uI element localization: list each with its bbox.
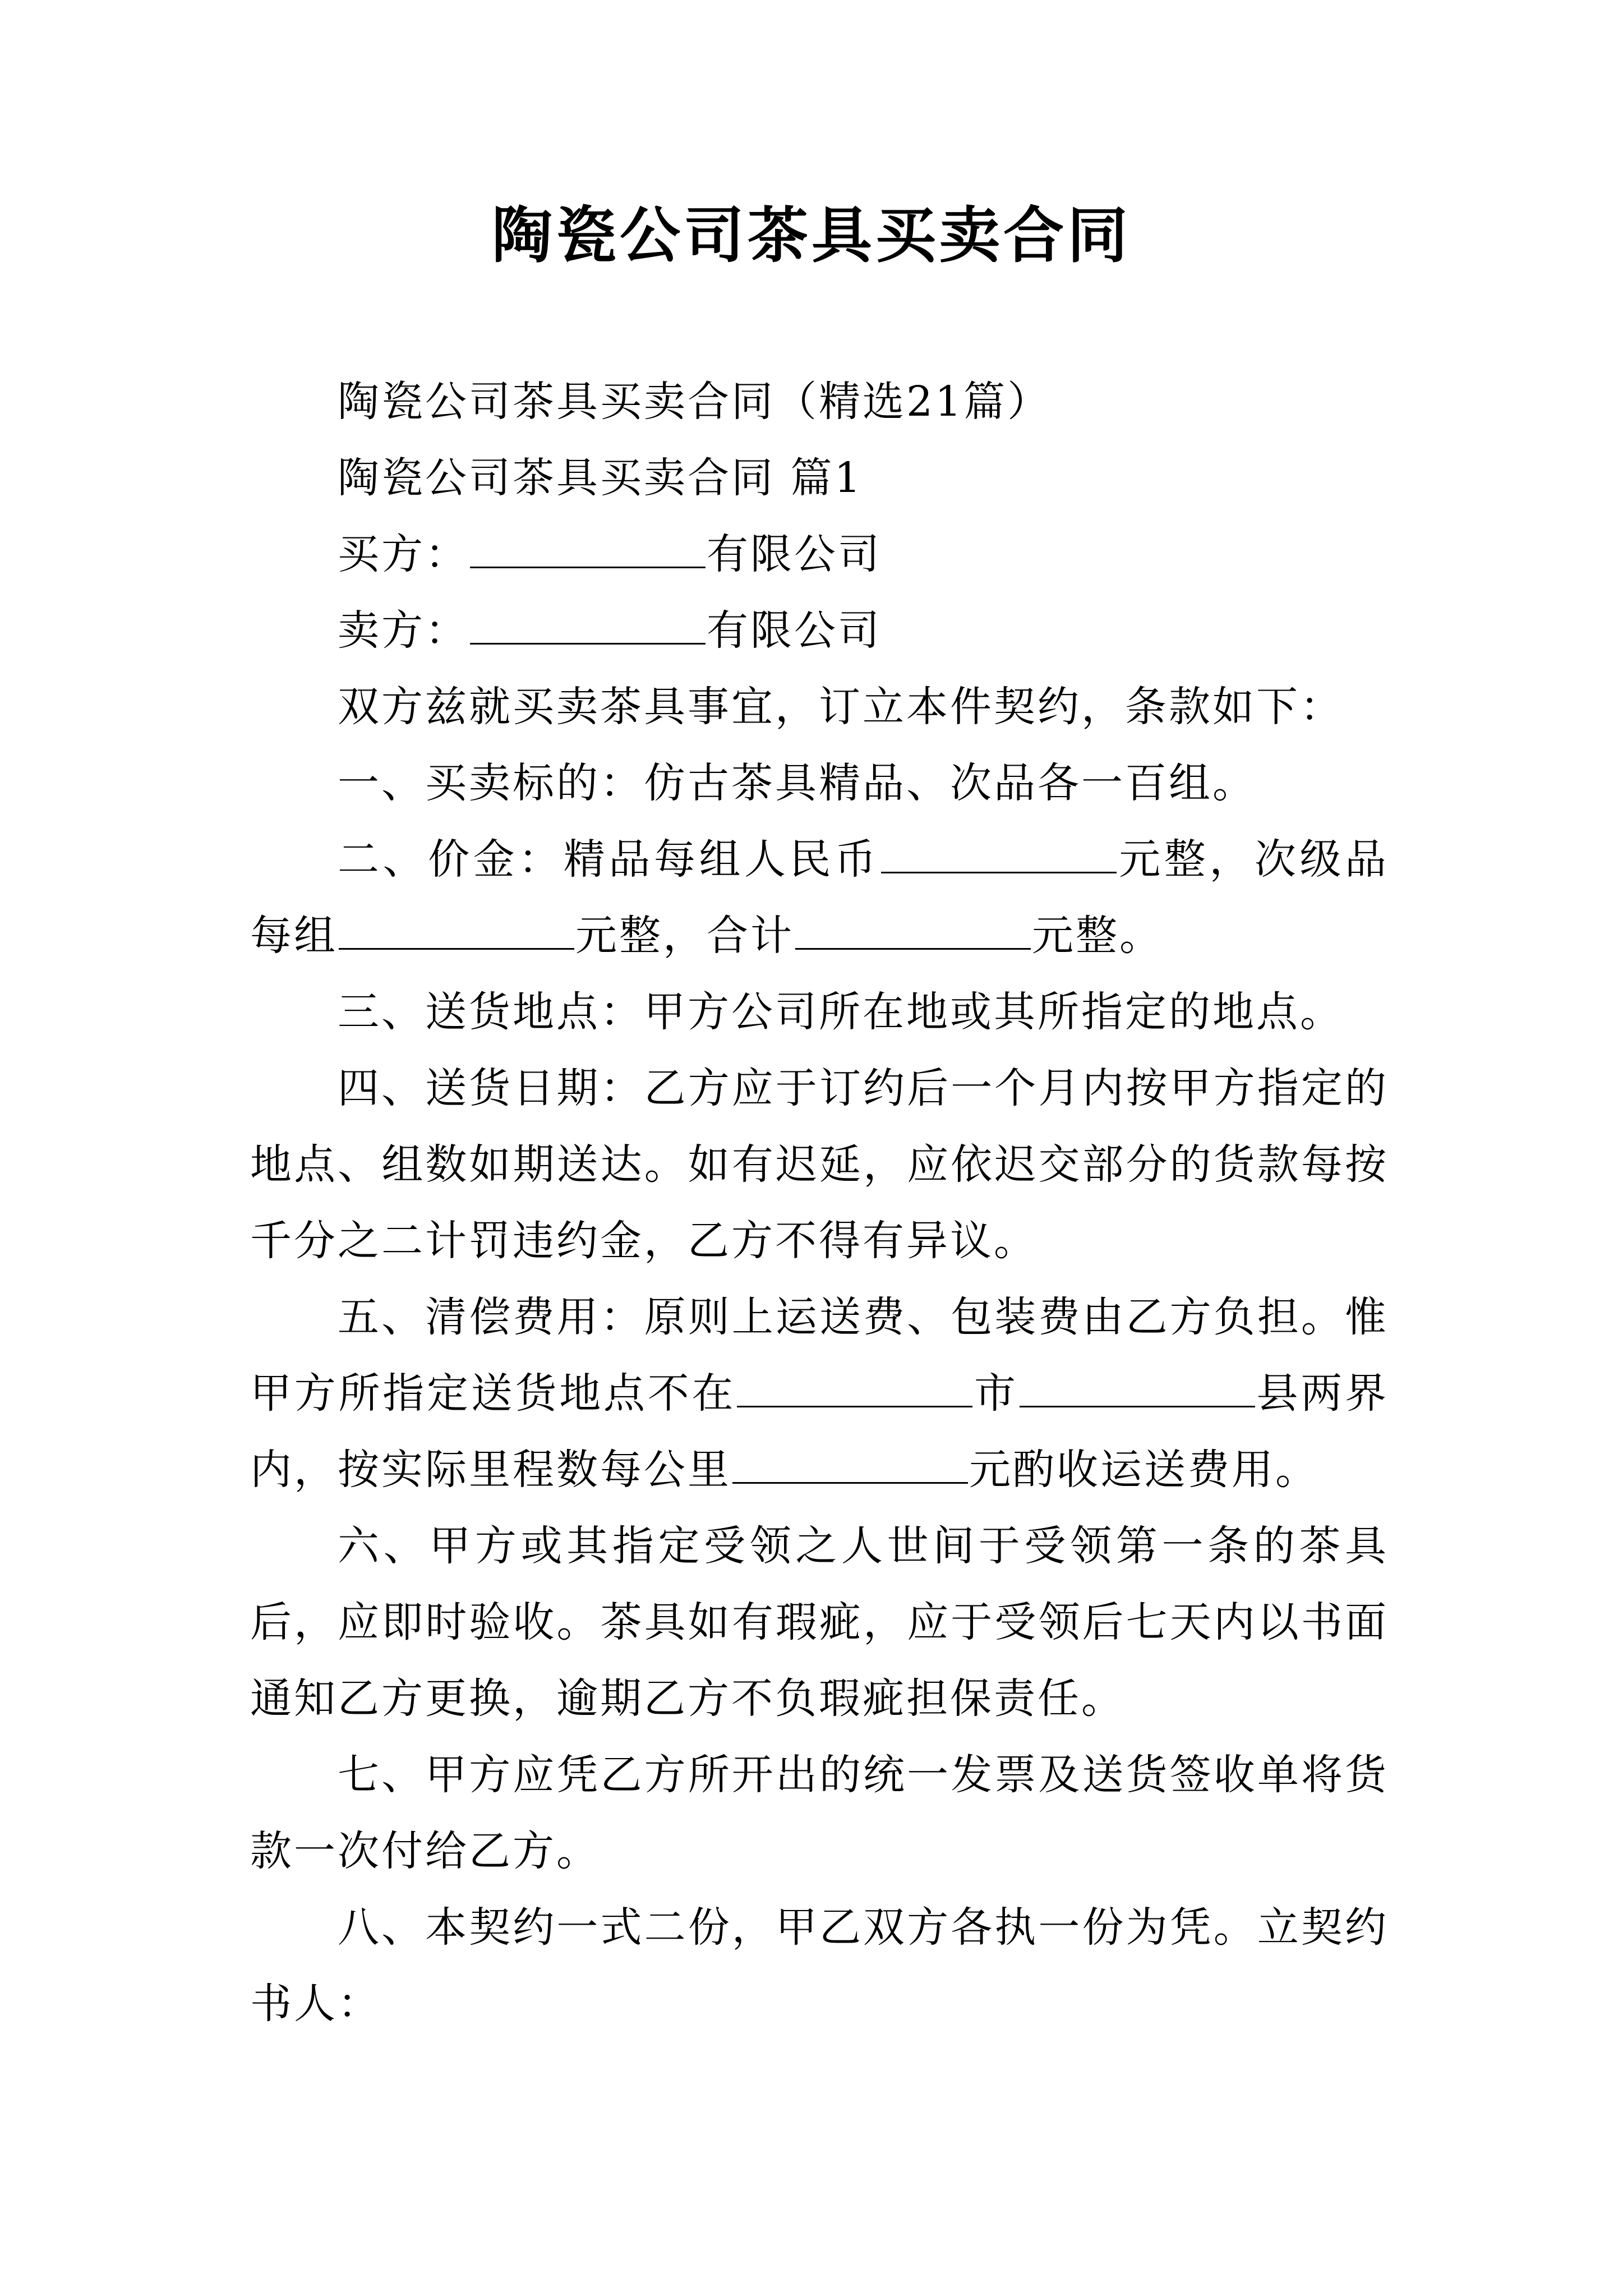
- clause-2-text-2: 元整，次级品每组: [250, 835, 1389, 960]
- clause-2-text-3: 元整，合计: [575, 912, 794, 960]
- premium-price-blank: [881, 837, 1117, 873]
- secondary-price-blank: [339, 913, 574, 950]
- clause-5-text-2: 市: [974, 1369, 1018, 1418]
- clause-5-text-4: 元酌收运送费用。: [969, 1446, 1319, 1494]
- total-price-blank: [795, 913, 1031, 950]
- buyer-suffix: 有限公司: [707, 530, 882, 578]
- clause-2: [250, 821, 1389, 974]
- clause-6: 六、甲方或其指定受领之人世间于受领第一条的茶具后，应即时验收。茶具如有瑕疵，应于受领后七天内以书面通知乙方更换，逾期乙方不负瑕疵担保责任。: [250, 1522, 1389, 1723]
- intro-paragraph: 双方兹就买卖茶具事宜，订立本件契约，条款如下：: [338, 683, 1344, 731]
- clause-2-text-4: 元整。: [1032, 912, 1163, 960]
- clause-4: 四、送货日期：乙方应于订约后一个月内按甲方指定的地点、组数如期送达。如有迟延，应依迟交部分的货款每按千分之二计罚违约金，乙方不得有异议。: [250, 1064, 1389, 1265]
- clause-1: 一、买卖标的：仿古茶具精品、次品各一百组。: [338, 759, 1256, 807]
- seller-name-blank: [470, 608, 706, 645]
- clause-5-text-1: 五、清偿费用：原则上运送费、包装费由乙方负担。惟甲方所指定送货地点不在: [250, 1293, 1389, 1418]
- page-title: 陶瓷公司茶具买卖合同: [491, 200, 1131, 271]
- document-body: [250, 364, 1389, 2042]
- clause-7: 七、甲方应凭乙方所开出的统一发票及送货签收单将货款一次付给乙方。: [250, 1751, 1389, 1875]
- clause-5-text-3: 县两界内，按实际里程数每公里: [250, 1369, 1389, 1494]
- buyer-label: 买方：: [338, 530, 469, 578]
- clause-3: 三、送货地点：甲方公司所在地或其所指定的地点。: [338, 988, 1344, 1036]
- per-km-fee-blank: [732, 1447, 968, 1484]
- clause-2-text-1: 二、价金：精品每组人民币: [338, 835, 880, 884]
- city-blank: [737, 1371, 972, 1407]
- buyer-name-blank: [470, 532, 706, 568]
- buyer-line: [250, 516, 1389, 592]
- subtitle: 陶瓷公司茶具买卖合同（精选21篇）: [338, 378, 1052, 426]
- seller-suffix: 有限公司: [707, 606, 882, 655]
- seller-line: [250, 592, 1389, 669]
- clause-5: [250, 1279, 1389, 1508]
- clause-8: 八、本契约一式二份，甲乙双方各执一份为凭。立契约书人：: [250, 1903, 1389, 2028]
- section-heading: 陶瓷公司茶具买卖合同 篇1: [338, 454, 863, 502]
- seller-label: 卖方：: [338, 606, 469, 655]
- county-blank: [1020, 1371, 1255, 1407]
